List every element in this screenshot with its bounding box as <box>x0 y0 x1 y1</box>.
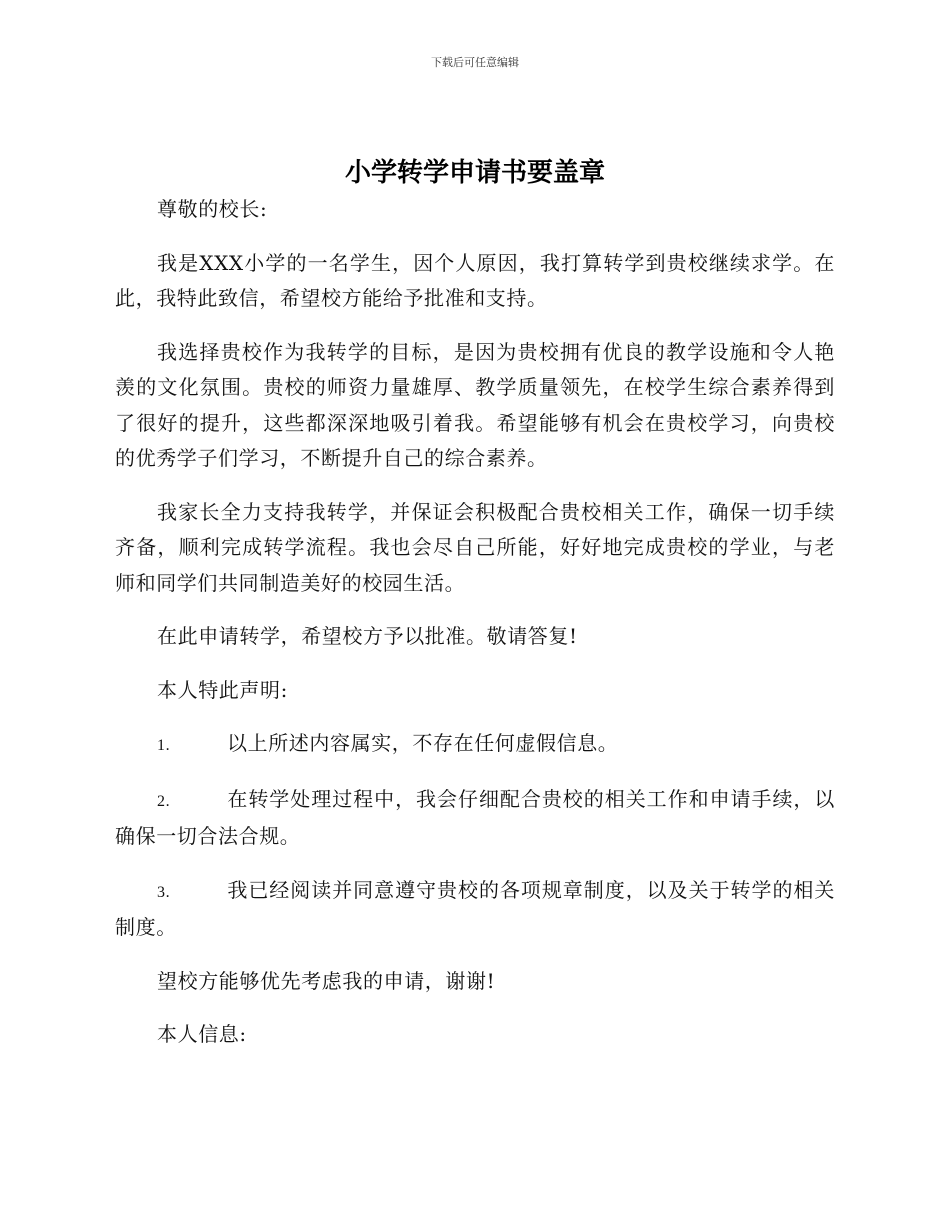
paragraph-reason: 我选择贵校作为我转学的目标，是因为贵校拥有优良的教学设施和令人艳羡的文化氛围。贵校的师资力量雄厚、教学质量领先，在校学生综合素养得到了很好的提升，这些都深深地吸引着我。希望能够有机会在贵校学习，向贵校的优秀学子们学习，不断提升自己的综合素养。 <box>115 339 835 470</box>
declaration-item <box>115 873 835 946</box>
paragraph-parent-support: 我家长全力支持我转学，并保证会积极配合贵校相关工作，确保一切手续齐备，顺利完成转学流程。我也会尽自己所能，好好地完成贵校的学业，与老师和同学们共同制造美好的校园生活。 <box>115 499 835 595</box>
declaration-heading: 本人特此声明: <box>157 677 288 702</box>
document-body <box>115 192 835 1071</box>
declaration-number: 2. <box>157 792 171 810</box>
paragraph-request: 在此申请转学，希望校方予以批准。敬请答复! <box>157 624 578 648</box>
paragraph-intro: 我是XXX小学的一名学生，因个人原因，我打算转学到贵校继续求学。在此，我特此致信，希望校方能给予批准和支持。 <box>115 250 835 310</box>
info-label: 本人信息: <box>157 1022 247 1046</box>
declaration-text: 在转学处理过程中，我会仔细配合贵校的相关工作和申请手续，以确保一切合法合规。 <box>115 786 835 848</box>
header-note: 下载后可任意编辑 <box>431 56 519 69</box>
declaration-number: 1. <box>157 737 171 754</box>
declaration-text: 以上所述内容属实，不存在任何虚假信息。 <box>227 731 619 755</box>
declaration-text: 我已经阅读并同意遵守贵校的各项规章制度，以及关于转学的相关制度。 <box>115 877 835 939</box>
declaration-number: 3. <box>157 883 171 901</box>
declaration-item <box>115 726 835 764</box>
closing-line: 望校方能够优先考虑我的申请，谢谢! <box>157 968 496 993</box>
document-title: 小学转学申请书要盖章 <box>344 158 605 188</box>
salutation: 尊敬的校长: <box>157 197 268 221</box>
declaration-item <box>115 782 835 855</box>
